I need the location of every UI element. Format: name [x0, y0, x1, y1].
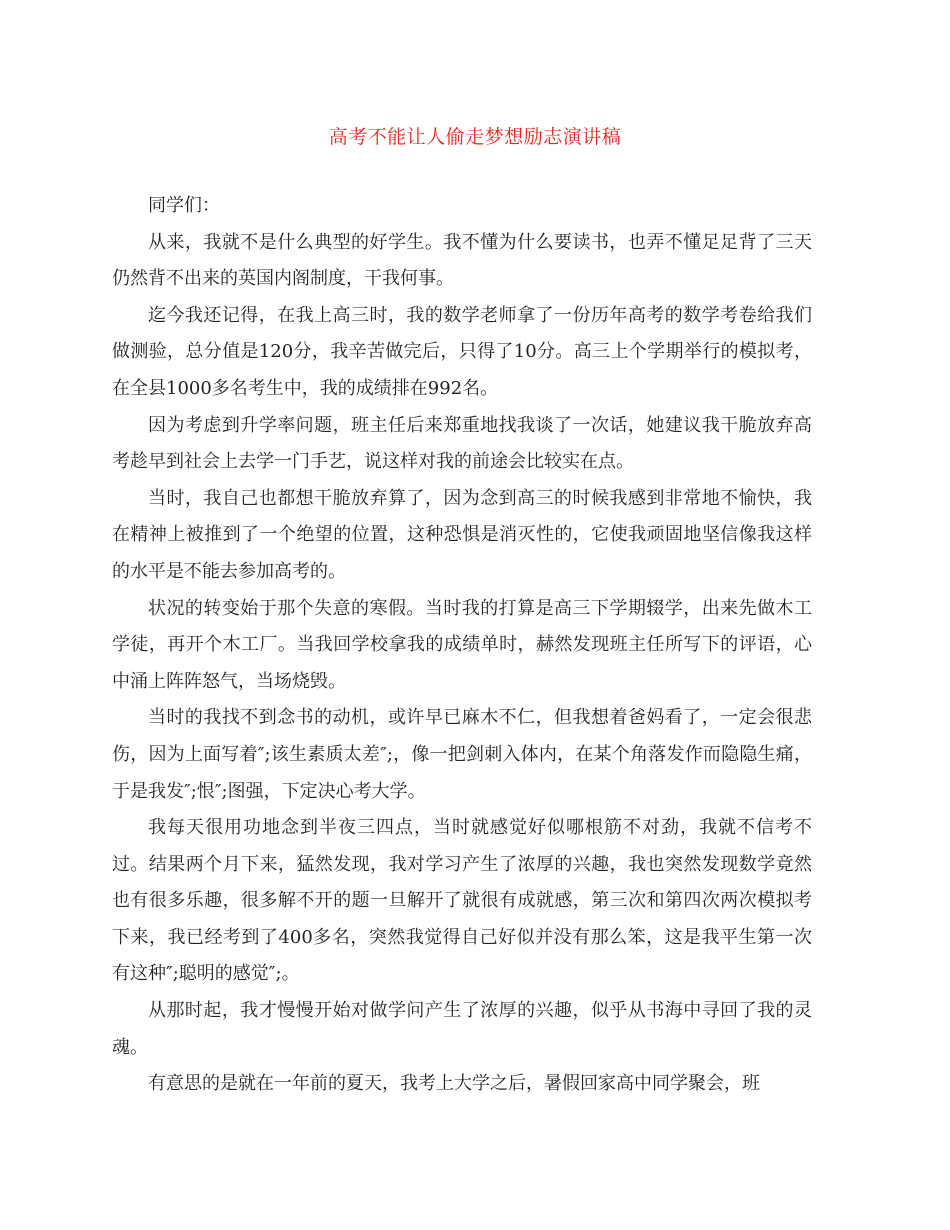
paragraph: 有意思的是就在一年前的夏天，我考上大学之后，暑假回家高中同学聚会，班 [148, 1073, 760, 1095]
document-body [112, 188, 812, 1103]
paragraph: 我每天很用功地念到半夜三四点，当时就感觉好似哪根筋不对劲，我就不信考不过。结果两个月下来，猛然发现，我对学习产生了浓厚的兴趣，我也突然发现数学竟然也有很多乐趣，很多解不开的题一旦解开了就很有成就感，第三次和第四次两次模拟考下来，我已经考到了400多名，突然我觉得自己好似并没有那么笨，这是我平生第一次有这种″;聪明的感觉″;。 [112, 817, 812, 985]
paragraph: 当时，我自己也都想干脆放弃算了，因为念到高三的时候我感到非常地不愉快，我在精神上被推到了一个绝望的位置，这种恐惧是消灭性的，它使我顽固地坚信像我这样的水平是不能去参加高考的。 [112, 487, 812, 582]
paragraph: 迄今我还记得，在我上高三时，我的数学老师拿了一份历年高考的数学考卷给我们做测验，总分值是120分，我辛苦做完后，只得了10分。高三上个学期举行的模拟考，在全县1000多名考生中，我的成绩排在992名。 [112, 304, 812, 399]
paragraph: 从来，我就不是什么典型的好学生。我不懂为什么要读书，也弄不懂足足背了三天仍然背不出来的英国内阁制度，干我何事。 [112, 231, 812, 290]
paragraph-greeting: 同学们： [148, 195, 220, 216]
document-title: 高考不能让人偷走梦想励志演讲稿 [328, 126, 622, 148]
paragraph: 状况的转变始于那个失意的寒假。当时我的打算是高三下学期辍学，出来先做木工学徒，再开个木工厂。当我回学校拿我的成绩单时，赫然发现班主任所写下的评语，心中涌上阵阵怒气，当场烧毁。 [112, 597, 812, 692]
paragraph: 当时的我找不到念书的动机，或许早已麻木不仁，但我想着爸妈看了，一定会很悲伤，因为上面写着″;该生素质太差″;，像一把剑刺入体内，在某个角落发作而隐隐生痛，于是我发″;恨″;图强，下定决心考大学。 [112, 707, 812, 802]
paragraph: 因为考虑到升学率问题，班主任后来郑重地找我谈了一次话，她建议我干脆放弃高考趁早到社会上去学一门手艺，说这样对我的前途会比较实在点。 [112, 414, 812, 473]
paragraph: 从那时起，我才慢慢开始对做学问产生了浓厚的兴趣，似乎从书海中寻回了我的灵魂。 [112, 1000, 812, 1058]
